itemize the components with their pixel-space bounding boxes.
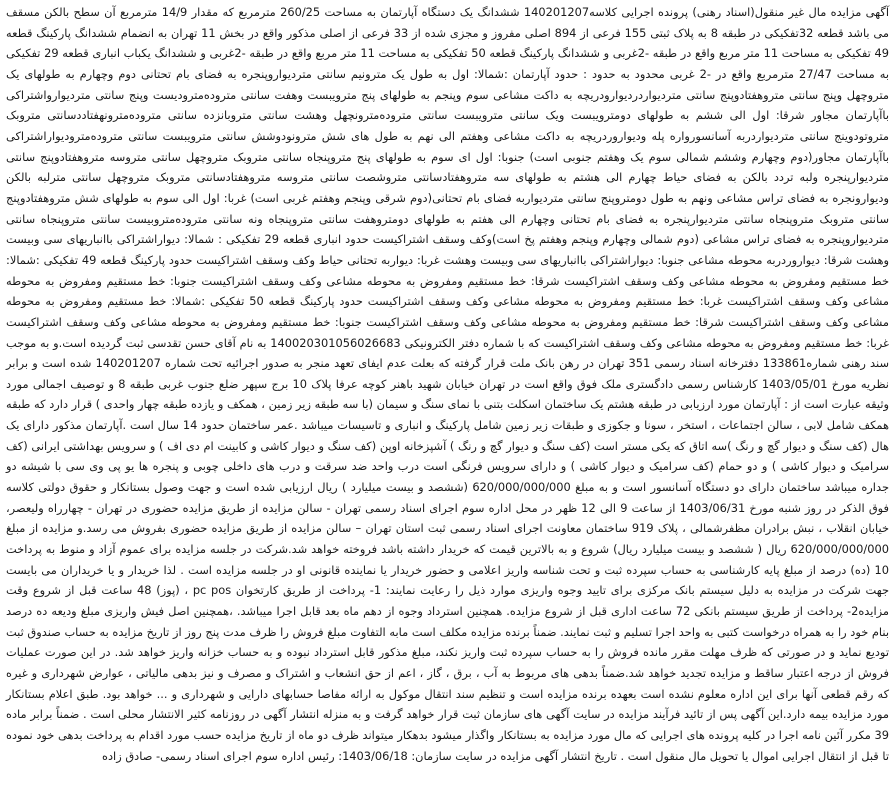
auction-notice-body: آگهی مزایده مال غیر منقول(اسناد رهنی) پرونده اجرایی کلاسه140201207 ششدانگ یک دستگاه آپارتمان به مساحت 260/25 مترمربع که مقدار 14/9 مترمربع آن سطح بالکن مسقف می باشد قطعه 32تفکیکی در طبقه 8 به پلاک ثبتی 155 فرعی از 894 اصلی مفروز و مجزی شده از 33 فرعی از اصلی مذکور واقع در بخش 11 تهران به انضمام ششدانگ پارکینگ قطعه 49 تفکیکی به مساحت 11 متر مربع واقع در طبقه -2غربی و ششدانگ پارکینگ قطعه 50 تفکیکی به مساحت 11 متر مربع واقع در طبقه -2غربی و ششدانگ یکباب انباری قطعه 29 تفکیکی به مساحت 27/47 مترمربع واقع در -2 غربی محدود به حدود : حدود آپارتمان :شمالا: اول به طول یک مترونیم سانتی متردیواروپنجره به فضای بام تحتانی دوم وچهارم به طولهای یک متروچهل وپنج سانتی متروهفتادوپنج سانتی متردیواردردیوارودریچه به داکت مشاعی سوم وپنجم به طولهای پنج مترویبست وهفت سانتی متروده‌مترودیست وپنج سانتی متردیوارواشتراکی باآپارتمان مجاور شرقا: اول الی ششم به طولهای دومترویبست ویک سانتی مترویبست سانتی متروده‌مترونچهل وهشت سانتی متروبانزده سانتی متروده‌مترونهفتاددسانتی متروبک متروتودوینج سانتی متردیواردربه آسانسورواره پله ودیواروردریچه به داکت مشاعی وهفتم الی نهم به طول های شش مترونودوشش سانتی مترویبست سانتی متروده‌مترودیواراشتراکی باآپارتمان مجاور(دوم وچهارم وششم شمالی سوم یک وهفتم جنوبی است) جنوبا: اول ای سوم به طولهای پنج متروپنجاه سانتی متروبک متروچهل سانتی متروسه متروهفتادوپنج سانتی متردیوارپنجره ولبه تردد بالکن به فضای حیاط چهارم الی هشتم به طولهای سه متروهفتادسانتی متروشصت سانتی متروسه متروهفتادسانتی متروبک متروچهل سانتی مترلبه بالکن ودیوارونجره به فضای تراس مشاعی ونهم به طول دومتروپنج سانتی متردیواربه فضای بام تحتانی(دوم شرقی وپنجم وهفتم غربی است) غربا: اول الی سوم به طولهای شش متروهفتادوپنج سانتی متروبک متروپنجاه سانتی متردیوارپنجره به فضای بام تحتانی وچهارم الی هفتم به طولهای دومتروهفت سانتی متروپنجاه ونه سانتی متروده‌متروبیست سانتی متروپنجاه سانتی متردیواروپنجره به فضای تراس مشاعی (دوم شمالی وچهارم وپنجم وهفتم پخ است)وکف وسقف اشتراکیست حدود انباری قطعه 29 تفکیکی : شمالا: دیواراشتراکی باانباریهای سی وبیست وهشت شرقا: دیواروردربه محوطه مشاعی جنوبا: دیواراشتراکی باانباریهای سی وبیست وهشت غربا: دیواربه تحتانی حیاط وکف وسقف اشتراکیست حدود پارکینگ قطعه 49 تفکیکی :شمالا: خط مستقیم ومفروض به محوطه مشاعی وکف وسقف اشتراکیست شرقا: خط مستقیم ومفروض به محوطه مشاعی وکف وسقف اشتراکیست جنوبا: خط مستقیم ومفروض به محوطه مشاعی وکف وسقف اشتراکیست غربا: خط مستقیم ومفروض به محوطه مشاعی وکف وسقف اشتراکیست حدود پارکینگ قطعه 50 تفکیکی :شمالا: خط مستقیم ومفروض به محوطه مشاعی وکف وسقف اشتراکیست شرقا: خط مستقیم ومفروض به محوطه مشاعی وکف وسقف اشتراکیست جنوبا: خط مستقیم ومفروض به محوطه مشاعی وکف وسقف اشتراکیست غربا: خط مستقیم ومفروض به محوطه مشاعی وکف وسقف اشتراکیست که با شماره دفتر الکترونیکی 140020301056026683 به نام آقای حسن تقدسی ثبت گردیده است.و به موجب سند رهنی شماره133861 دفترخانه اسناد رسمی 351 تهران در رهن بانک ملت قرار گرفته که بعلت عدم ایفای تعهد منجر به صدور اجرائیه تحت شماره 140201207 شده است و برابر نظریه مورخ 1403/05/01 کارشناس رسمی دادگستری ملک فوق واقع است در تهران خیابان شهید باهنر کوچه عرفا پلاک 10 برج سپهر ضلع جنوب غربی طبقه 8 و توصیف اجمالی مورد وثیقه عبارت است از : آپارتمان مورد ارزیابی در طبقه هشتم یک ساختمان اسکلت بتنی با نمای سنگ و سیمان (با سه طبقه زیر زمین ، همکف و یازده طبقه چهار واحدی ) قرار دارد که طبقه همکف شامل لابی ، سالن اجتماعات ، استخر ، سونا و جکوزی و طبقات زیر زمین شامل پارکینگ و انباری و تاسیسات میباشد .عمر ساختمان حدود 14 سال است .آپارتمان مذکور دارای یک هال (کف سنگ و دیوار گچ و رنگ )سه اتاق که یکی مستر است (کف سنگ و دیوار گچ و رنگ ) آشپزخانه اوپن (کف سنگ و دیوار کاشی و کابینت ام دی اف ) و سرویس بهداشتی ایرانی (کف سرامیک و دیوار کاشی ) و دو حمام (کف سرامیک و دیوار کاشی ) و دارای سرویس فرنگی است درب واحد ضد سرقت و درب های داخلی چوبی و پنجره ها یو پی وی سی با شیشه دو جداره میباشد ساختمان دارای دو دستگاه آسانسور است و به مبلغ 620/000/000/000 (ششصد و بیست میلیارد ) ریال ارزیابی شده است و جهت وصول بستانکار و حقوق دولتی کلاسه فوق الذکر در روز شنبه مورخ 1403/06/31 از ساعت 9 الی 12 ظهر در محل اداره سوم اجرای اسناد رسمی تهران - سالن مزایده از طریق مزایده حضوری در تهران - چهارراه ولیعصر، خیابان انقلاب ، نبش برادران مظفرشمالی ، پلاک 919 ساختمان معاونت اجرای اسناد رسمی ثبت استان تهران – سالن مزایده از طریق مزایده حضوری بفروش می رسد.و مزایده از مبلغ 620/000/000/000 ریال ( ششصد و بیست میلیارد ریال) شروع و به بالاترین قیمت که خریدار داشته باشد فروخته خواهد شد.شرکت در جلسه مزایده برای عموم آزاد و منوط به پرداخت 10 (ده) درصد از مبلغ پایه کارشناسی به حساب سپرده ثبت و تحت شناسه واریز اعلامی و حضور خریدار یا نماینده قانونی او در جلسه مزایده است . لذا خریدار و یا خریداران می بایست جهت شرکت در مزایده به دلیل سیستم بانک مرکزی برای تایید وجوه واریزی موارد ذیل را رعایت نمایند: 1- پرداخت از طریق کارتخوان pc pos ، (پوز) 48 ساعت قبل از شروع وقت مزایده2- پرداخت از طریق سیستم بانکی 72 ساعت اداری قبل از شروع مزایده. همچنین استرداد وجوه از دهم ماه بعد قابل اجرا میباشد. ،همچنین اصل فیش واریزی مبلغ ودیعه ده درصد بنام خود را به همراه درخواست کتبی به واحد اجرا تسلیم و ثبت نمایند. ضمناً برنده مزایده مکلف است مابه التفاوت مبلغ فروش را ظرف مدت پنج روز از تاریخ مزایده به حساب صندوق ثبت تودیع نماید و در صورتی که ظرف مهلت مقرر مانده فروش را به حساب سپرده ثبت واریز نکند، مبلغ مذکور قابل استرداد نبوده و به حساب خزانه واریز خواهد شد. در این صورت عملیات فروش از درجه اعتبار ساقط و مزایده تجدید خواهد شد.ضمناً بدهی های مربوط به آب ، برق ، گاز ، اعم از حق انشعاب و اشتراک و مصرف و نیز بدهی مالیاتی ، عوارض شهرداری و غیره که رقم قطعی آنها برای این اداره معلوم نشده است بعهده برنده مزایده است و تنظیم سند انتقال موکول به ارائه مفاصا حسابهای دارایی و شهرداری و ... خواهد بود. طبق اعلام بستانکار مورد مزایده بیمه دارد.این آگهی پس از تائید فرآیند مزایده در سایت آگهی های سازمان ثبت قرار خواهد گرفت و به منزله انتشار آگهی در روزنامه کثیر الانتشار محلی است . ضمناً برابر ماده 39 مکرر آئین نامه اجرا در کلیه پرونده های اجرایی که مال مورد مزایده به بستانکار واگذار میشود بدهکار میتواند ظرف دو ماه از تاریخ مزایده حسب مورد اقدام به پرداخت بدهی خود نموده تا قبل از انتقال اجرایی اموال یا تحویل مال منقول است . تاریخ انتشار آگهی مزایده در سایت سازمان: 1403/06/18: رئیس اداره سوم اجرای اسناد رسمی- صادق زاده [6, 5, 890, 763]
